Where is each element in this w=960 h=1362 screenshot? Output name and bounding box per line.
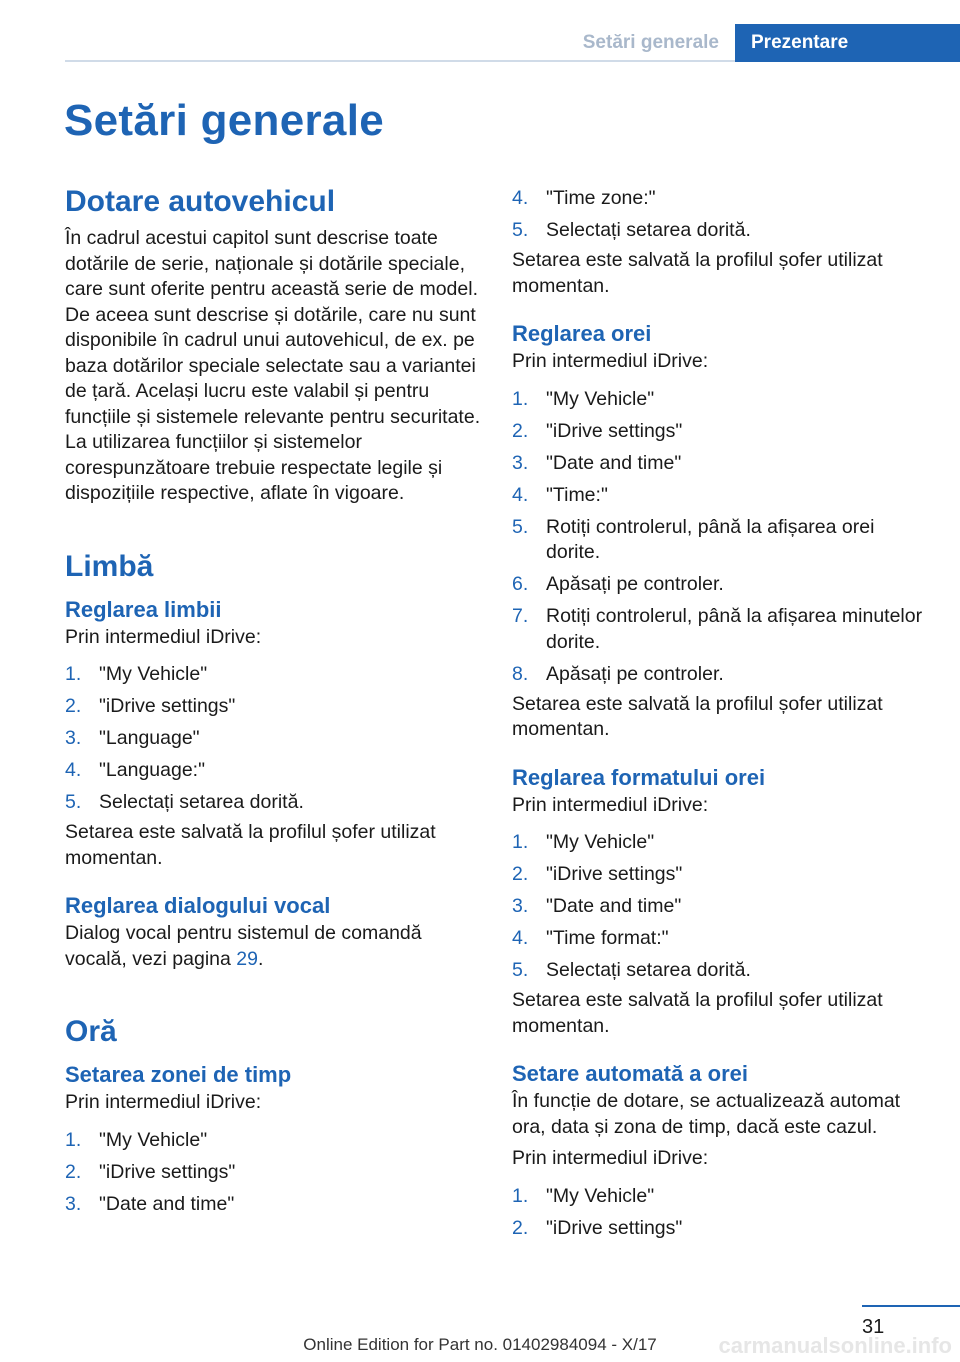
header-chapter-tab: Prezentare [735,24,960,62]
paragraph-zona-saved: Setarea este salvată la profilul șofer utilizat momentan. [512,249,883,297]
right-column [512,186,930,1248]
list-item: 2. "iDrive settings" [65,1160,236,1183]
heading-format-orei: Reglarea formatului orei [512,764,766,790]
list-item: 1. "My Vehicle" [65,663,208,685]
page-title: Setări generale [64,96,384,145]
list-item: 1. "My Vehicle" [512,1184,655,1207]
list-item: 1. "My Vehicle" [65,1128,208,1151]
header-section-title: Setări generale [582,32,719,53]
footer-divider [862,1305,960,1307]
list-item: 1. "My Vehicle" [512,387,655,410]
paragraph-orei-intro: Prin intermediul iDrive: [512,350,709,372]
paragraph-limba-saved: Setarea este salvată la profilul șofer utilizat momentan. [65,821,436,869]
paragraph-automata-intro: Prin intermediul iDrive: [512,1147,709,1169]
paragraph-orei-saved: Setarea este salvată la profilul șofer utilizat momentan. [512,692,883,740]
list-item: 4. "Time:" [512,483,608,506]
list-item: 4. "Language:" [65,759,206,781]
heading-reglarea-limbii: Reglarea limbii [65,596,222,622]
list-item: 5. Selectați setarea dorită. [512,959,751,981]
list-item: 6. Apăsați pe controler. [512,573,724,595]
paragraph-dialog: Dialog vocal pentru sistemul de comandă vocală, vezi pagina 29. [65,922,422,970]
list-automata-steps [512,1184,930,1242]
paragraph-limba-intro: Prin intermediul iDrive: [65,625,262,648]
page-link-29[interactable]: 29 [236,947,258,970]
watermark: carmanualsonline.info [718,1333,952,1358]
heading-dotare: Dotare autovehicul [65,185,336,218]
paragraph-dotare: În cadrul acestui capitol sunt descrise toate dotările de serie, naționale și dotările speciale, care sunt oferite pentru această serie de model. De aceea sunt descrise și dotările, care nu sunt disponibile în cadrul unui autovehicul, de ex. pe baza dotărilor speciale selectate sau a variantei de țară. Același lucru este valabil și pentru funcțiile și sistemele relevante pentru securitate. La utilizarea funcțiilor și sistemelor corespunzătoare trebuie respectate legile și dispozițiile respective, aflate în vigoare. [65,227,481,504]
list-item: 5. Selectați setarea dorită. [512,219,751,241]
list-format-steps [512,830,930,984]
list-item: 2. "iDrive settings" [512,1216,683,1239]
left-column [65,180,483,1224]
list-item: 3. "Date and time" [512,895,682,917]
list-item: 2. "iDrive settings" [512,863,683,885]
list-item: 3. "Date and time" [512,451,682,474]
list-item: 3. "Language" [65,727,200,749]
list-item: 1. "My Vehicle" [512,831,655,853]
paragraph-format-saved: Setarea este salvată la profilul șofer utilizat momentan. [512,989,883,1037]
heading-limba: Limbă [65,549,154,583]
heading-zona-timp: Setarea zonei de timp [65,1062,292,1087]
footer-edition: Online Edition for Part no. 01402984094 - X/17 [303,1335,657,1354]
heading-reglarea-orei: Reglarea orei [512,321,652,346]
heading-dialog-vocal: Reglarea dialogului vocal [65,893,331,918]
heading-ora: Oră [65,1015,117,1048]
paragraph-automata: În funcție de dotare, se actualizează automat ora, data și zona de timp, dacă este cazul. [512,1090,901,1138]
paragraph-zona-intro: Prin intermediul iDrive: [65,1091,262,1113]
page-header [65,24,960,62]
list-zona-steps [65,1128,483,1218]
list-item: 5. Rotiți controlerul, până la afișarea orei dorite. [512,515,875,563]
paragraph-format-intro: Prin intermediul iDrive: [512,793,709,816]
list-item: 8. Apăsați pe controler. [512,662,724,685]
list-item: 2. "iDrive settings" [512,419,683,442]
list-item: 4. "Time zone:" [512,187,656,209]
list-item: 3. "Date and time" [65,1192,235,1215]
list-item: 4. "Time format:" [512,927,669,949]
list-orei-steps [512,387,930,688]
list-item: 5. Selectați setarea dorită. [65,791,304,813]
page-number: 31 [862,1316,885,1338]
list-item: 7. Rotiți controlerul, până la afișarea minutelor dorite. [512,605,923,653]
list-limba-steps [65,662,483,816]
heading-setare-automata: Setare automată a orei [512,1061,748,1086]
list-zona-steps-cont [512,186,930,244]
list-item: 2. "iDrive settings" [65,695,236,717]
